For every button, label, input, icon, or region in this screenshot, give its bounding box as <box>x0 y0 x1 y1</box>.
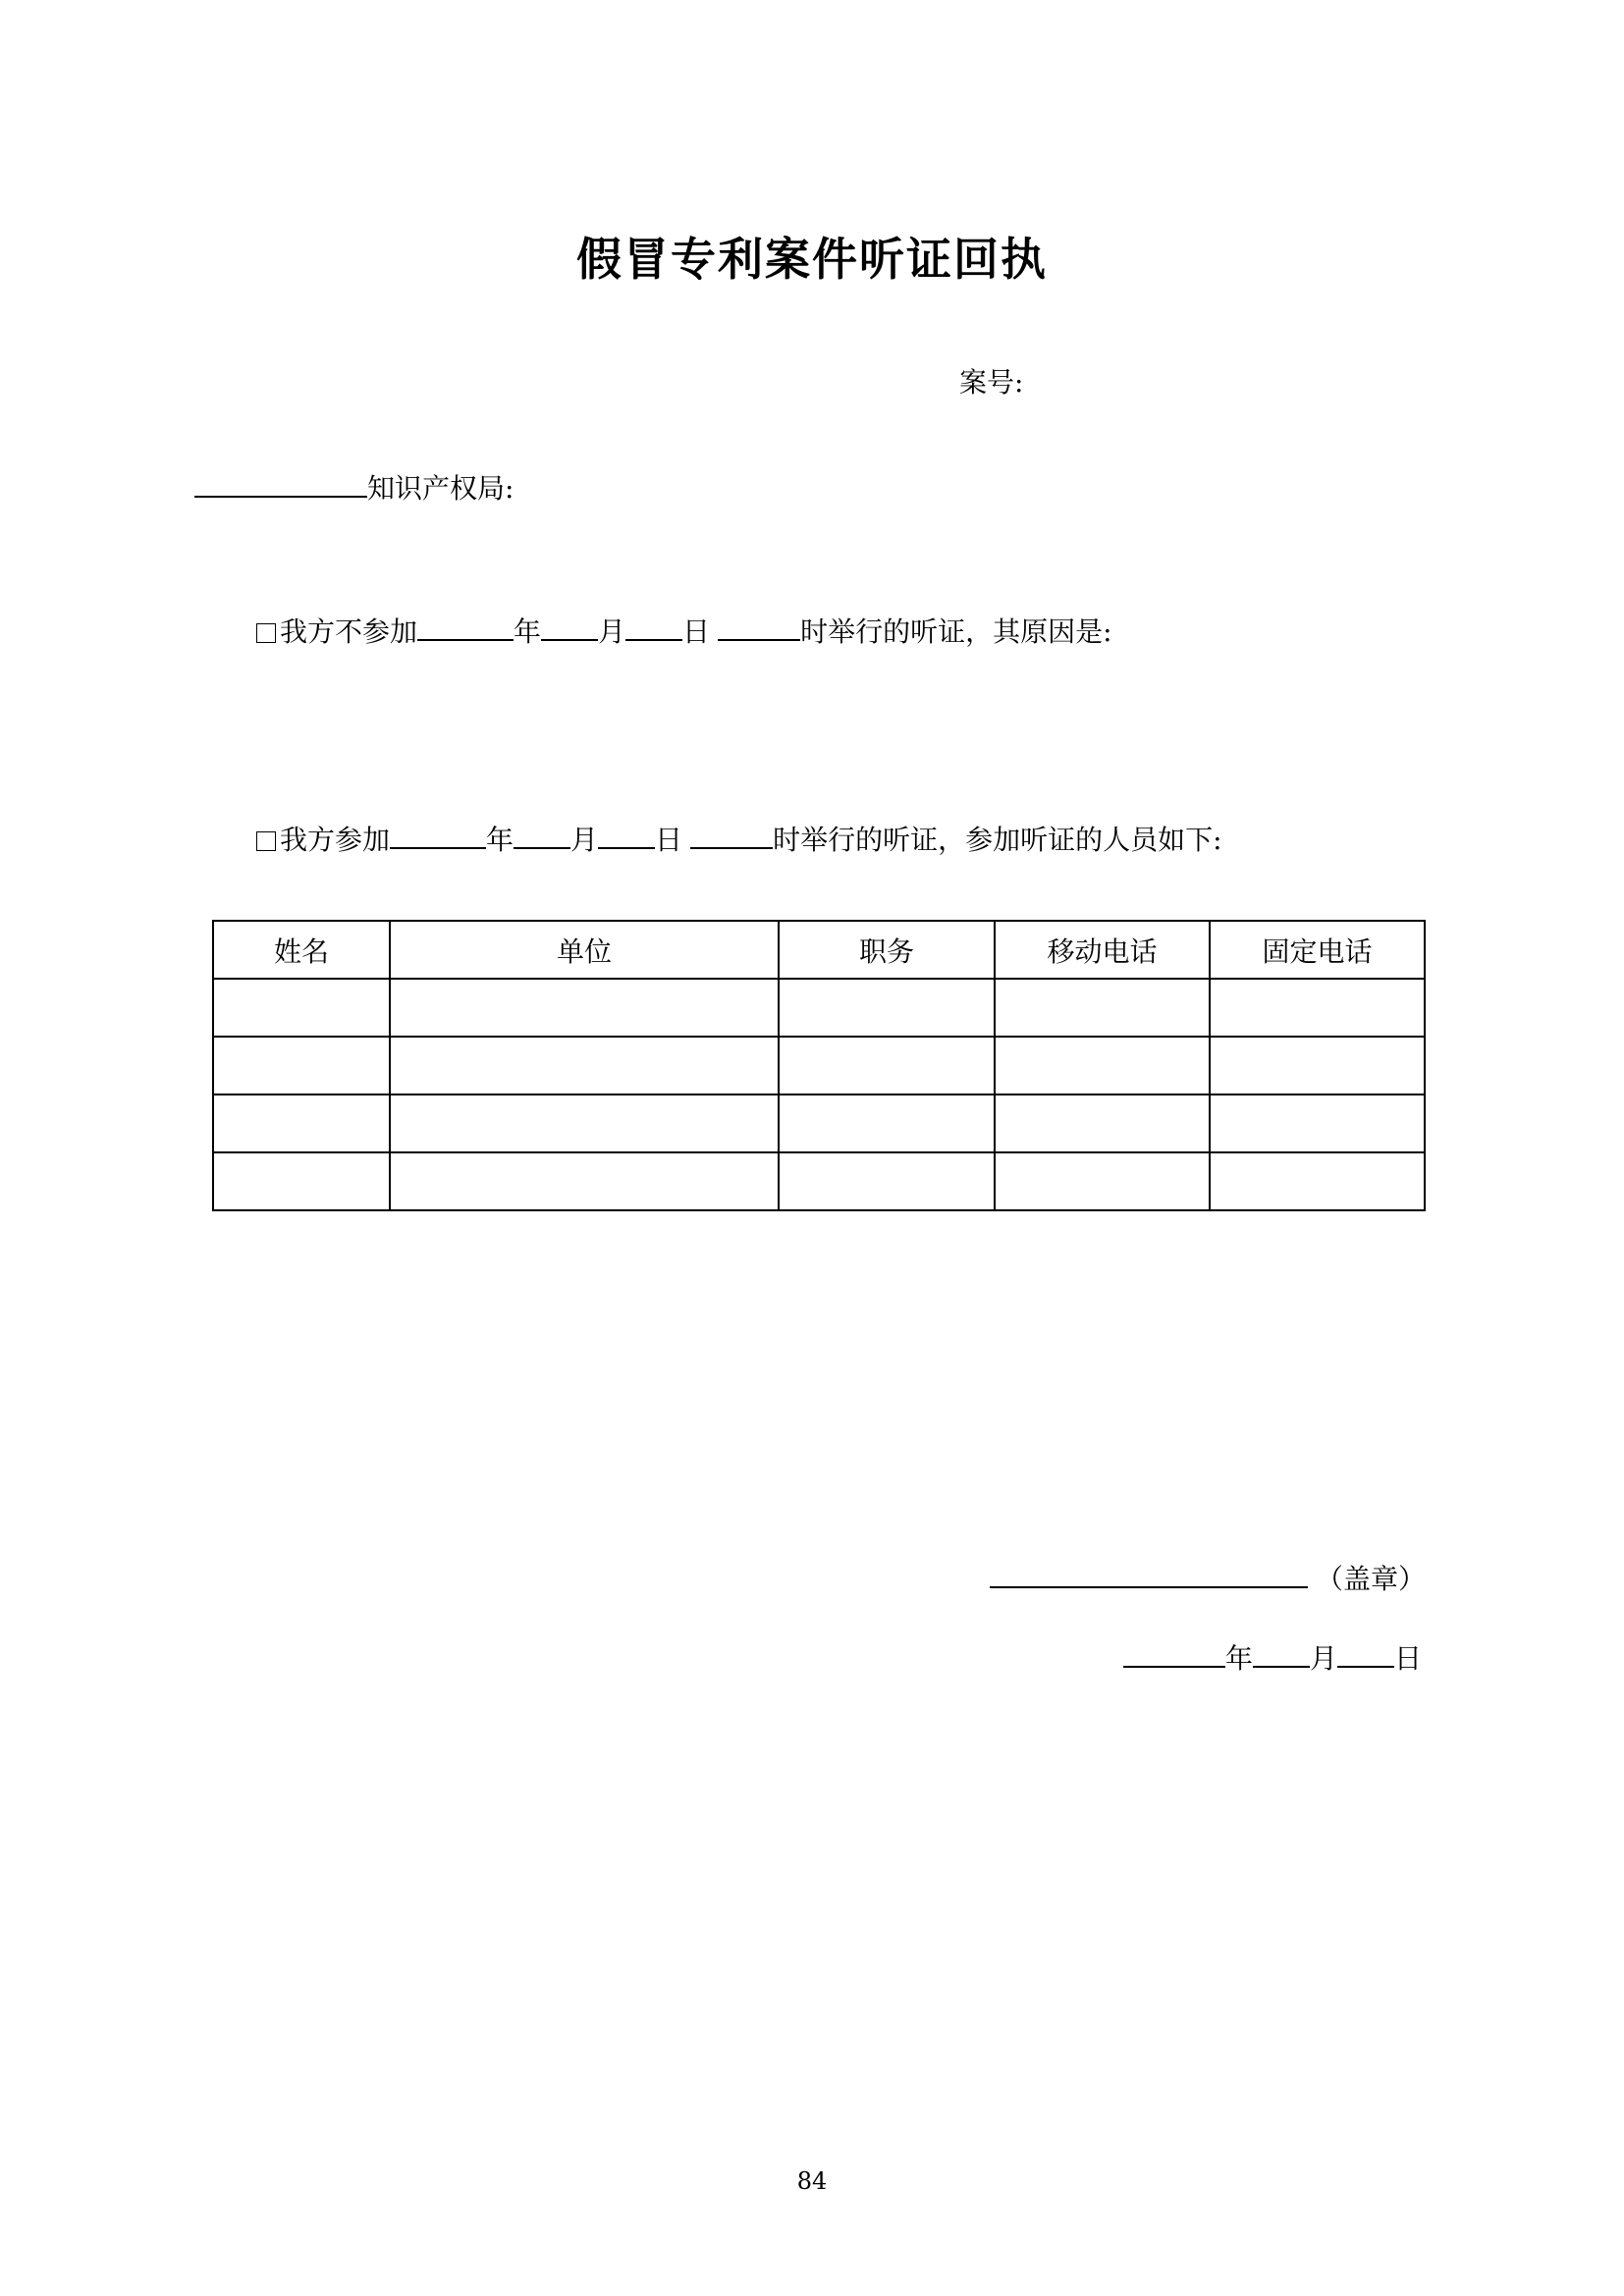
present-suffix: 时举行的听证，参加听证的人员如下: <box>773 824 1222 856</box>
seal-line <box>990 1562 1426 1597</box>
table-cell[interactable] <box>995 1152 1210 1210</box>
table-cell[interactable] <box>213 1152 390 1210</box>
table-cell[interactable] <box>995 979 1210 1037</box>
table-cell[interactable] <box>995 1037 1210 1095</box>
document-title: 假冒专利案件听证回执 <box>576 233 1048 286</box>
header-position: 职务 <box>779 921 995 979</box>
table-cell[interactable] <box>779 1152 995 1210</box>
table-row <box>213 1095 1425 1152</box>
present-month-blank[interactable] <box>514 826 570 849</box>
table-cell[interactable] <box>390 1152 779 1210</box>
case-number-label: 案号: <box>959 366 1024 399</box>
addressee-blank[interactable] <box>194 474 367 498</box>
seal-label: （盖章） <box>1316 1563 1427 1595</box>
table-cell[interactable] <box>1210 1095 1425 1152</box>
header-unit: 单位 <box>390 921 779 979</box>
absent-year-label: 年 <box>514 615 542 648</box>
sign-month-label: 月 <box>1310 1642 1338 1675</box>
sign-day-label: 日 <box>1394 1642 1423 1675</box>
present-year-label: 年 <box>486 824 514 856</box>
option-absent-prefix: 我方不参加 <box>280 615 418 648</box>
table-cell[interactable] <box>1210 979 1425 1037</box>
table-cell[interactable] <box>213 1037 390 1095</box>
signature-date <box>1123 1641 1422 1677</box>
absent-time-blank[interactable] <box>718 617 800 641</box>
table-cell[interactable] <box>390 1095 779 1152</box>
sign-year-label: 年 <box>1225 1642 1254 1675</box>
absent-day-blank[interactable] <box>625 617 682 641</box>
sign-year-blank[interactable] <box>1123 1644 1225 1668</box>
sign-day-blank[interactable] <box>1337 1644 1394 1668</box>
option-present <box>256 823 1222 858</box>
option-absent-checkbox[interactable] <box>256 623 276 643</box>
present-time-blank[interactable] <box>690 826 773 849</box>
absent-month-blank[interactable] <box>541 617 598 641</box>
table-cell[interactable] <box>1210 1037 1425 1095</box>
attendees-table <box>212 920 1426 1211</box>
table-cell[interactable] <box>213 1095 390 1152</box>
table-cell[interactable] <box>779 979 995 1037</box>
header-mobile: 移动电话 <box>995 921 1210 979</box>
table-row <box>213 979 1425 1037</box>
present-day-blank[interactable] <box>598 826 655 849</box>
table-cell[interactable] <box>390 979 779 1037</box>
absent-year-blank[interactable] <box>417 617 514 641</box>
table-cell[interactable] <box>1210 1152 1425 1210</box>
absent-month-label: 月 <box>598 615 626 648</box>
present-month-label: 月 <box>570 824 599 856</box>
present-year-blank[interactable] <box>390 826 486 849</box>
seal-blank[interactable] <box>990 1565 1308 1588</box>
option-present-prefix: 我方参加 <box>280 824 391 856</box>
page-number: 84 <box>796 2167 828 2195</box>
table-cell[interactable] <box>779 1037 995 1095</box>
sign-month-blank[interactable] <box>1253 1644 1310 1668</box>
option-present-checkbox[interactable] <box>256 831 276 851</box>
table-row <box>213 1037 1425 1095</box>
addressee-line <box>194 471 514 507</box>
header-name: 姓名 <box>213 921 390 979</box>
table-cell[interactable] <box>213 979 390 1037</box>
table-cell[interactable] <box>995 1095 1210 1152</box>
absent-suffix: 时举行的听证，其原因是: <box>800 615 1112 648</box>
table-cell[interactable] <box>390 1037 779 1095</box>
absent-day-label: 日 <box>682 615 711 648</box>
table-cell[interactable] <box>779 1095 995 1152</box>
addressee-suffix: 知识产权局: <box>367 472 514 505</box>
table-header-row <box>213 921 1425 979</box>
table-row <box>213 1152 1425 1210</box>
option-absent <box>256 614 1112 650</box>
header-landline: 固定电话 <box>1210 921 1425 979</box>
present-day-label: 日 <box>655 824 683 856</box>
